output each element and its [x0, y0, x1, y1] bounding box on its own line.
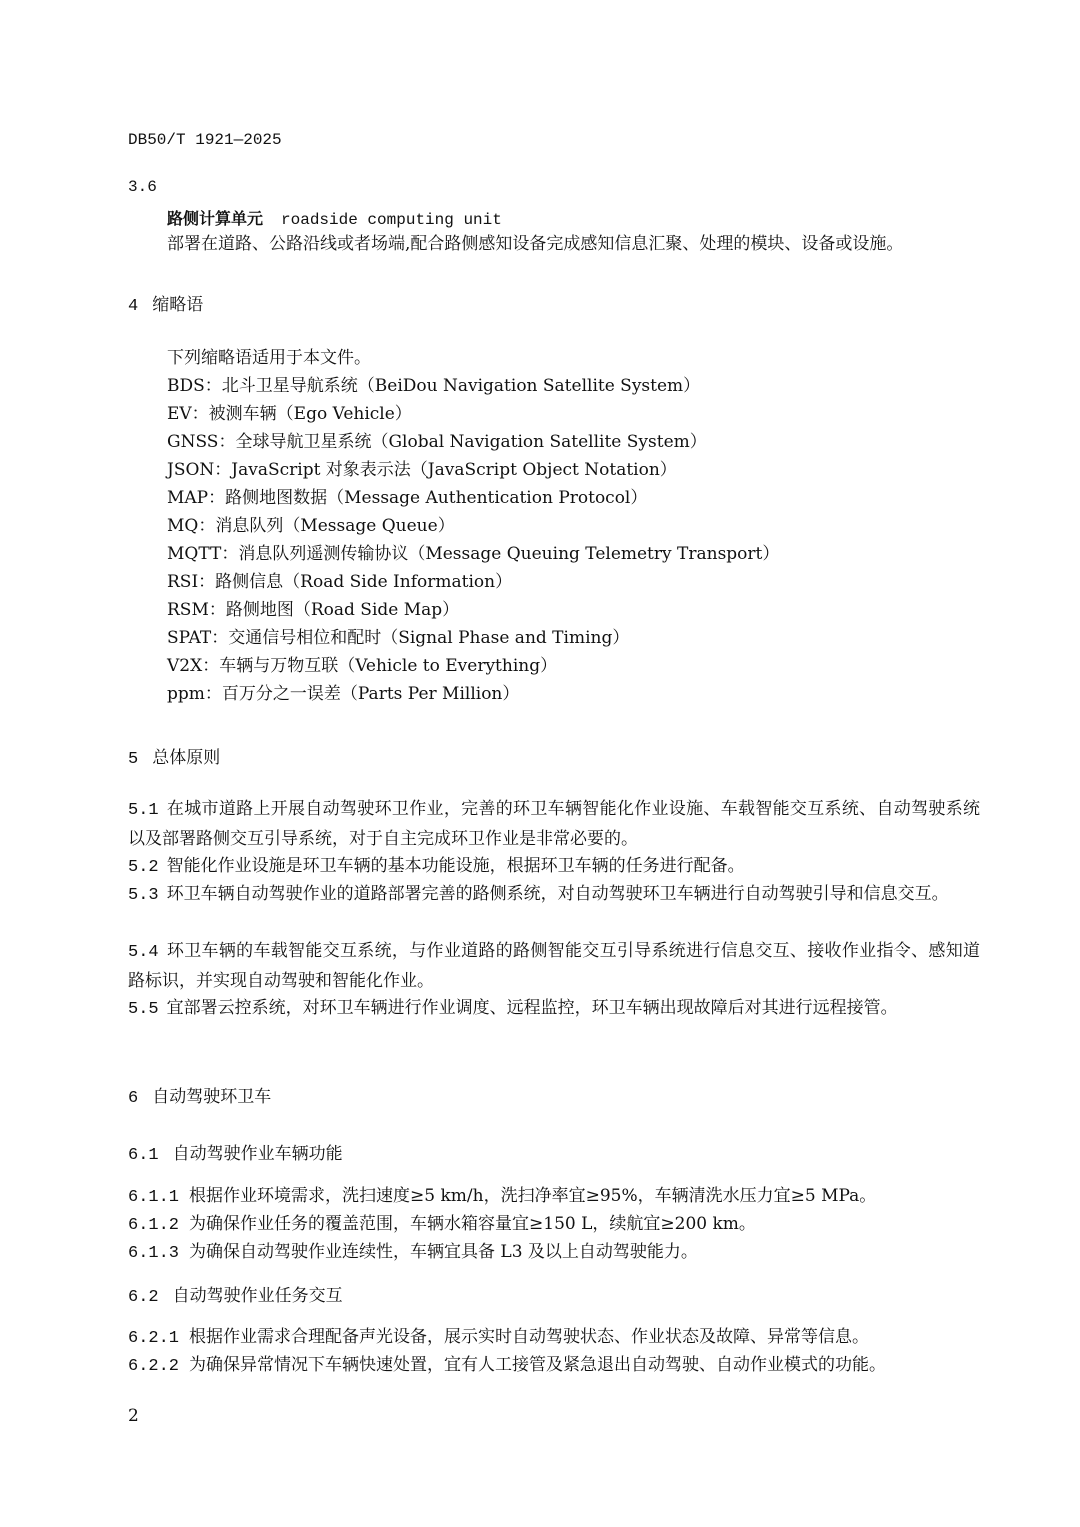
clause-item — [128, 1322, 869, 1348]
section-title: 缩略语 — [152, 295, 204, 315]
abbreviation-item: GNSS：全球导航卫星系统（Global Navigation Satellite System） — [167, 432, 707, 452]
subsection-number: 6.2 — [128, 1288, 159, 1307]
paragraph-text: 宜部署云控系统，对环卫车辆进行作业调度、远程监控，环卫车辆出现故障后对其进行远程接管。 — [166, 998, 898, 1018]
abbreviation-item: ppm：百万分之一误差（Parts Per Million） — [167, 684, 520, 704]
abbreviation-item: V2X：车辆与万物互联（Vehicle to Everything） — [167, 656, 558, 676]
clause-text: 为确保自动驾驶作业连续性，车辆宜具备 L3 及以上自动驾驶能力。 — [189, 1242, 698, 1262]
clause-item — [128, 1181, 876, 1207]
paragraph-number: 5.4 — [128, 943, 159, 962]
abbreviation-item: SPAT：交通信号相位和配时（Signal Phase and Timing） — [167, 628, 630, 648]
clause-number: 6.1.3 — [128, 1244, 180, 1263]
document-code: DB50/T 1921—2025 — [128, 131, 282, 149]
principle-paragraph — [128, 994, 980, 1024]
abbreviation-item: MAP：路侧地图数据（Message Authentication Protocol） — [167, 488, 648, 508]
paragraph-number: 5.2 — [128, 858, 159, 877]
paragraph-number: 5.1 — [128, 801, 159, 820]
abbreviation-item: RSI：路侧信息（Road Side Information） — [167, 572, 513, 592]
clause-number: 3.6 — [128, 178, 157, 196]
subsection-heading-6-1 — [128, 1139, 343, 1165]
subsection-heading-6-2 — [128, 1281, 343, 1307]
clause-number: 6.1.2 — [128, 1216, 180, 1235]
clause-text: 根据作业需求合理配备声光设备，展示实时自动驾驶状态、作业状态及故障、异常等信息。 — [189, 1327, 870, 1347]
paragraph-number: 5.5 — [128, 1000, 159, 1019]
page-number: 2 — [128, 1406, 139, 1426]
principle-paragraph — [128, 937, 980, 995]
clause-number: 6.2.2 — [128, 1357, 180, 1376]
paragraph-text: 环卫车辆的车载智能交互系统，与作业道路的路侧智能交互引导系统进行信息交互、接收作业指令、感知道路标识，并实现自动驾驶和智能化作业。 — [128, 941, 980, 991]
abbreviation-item: MQTT：消息队列遥测传输协议（Message Queuing Telemetry Transport） — [167, 544, 780, 564]
principle-paragraph — [128, 795, 980, 853]
section-title: 总体原则 — [152, 748, 221, 768]
abbreviation-item: EV：被测车辆（Ego Vehicle） — [167, 404, 412, 424]
clause-item — [128, 1209, 756, 1235]
section-number: 6 — [128, 1089, 139, 1108]
paragraph-text: 环卫车辆自动驾驶作业的道路部署完善的路侧系统，对自动驾驶环卫车辆进行自动驾驶引导和信息交互。 — [166, 884, 949, 904]
paragraph-number: 5.3 — [128, 886, 159, 905]
abbreviation-item: RSM：路侧地图（Road Side Map） — [167, 600, 460, 620]
paragraph-text: 在城市道路上开展自动驾驶环卫作业，完善的环卫车辆智能化作业设施、车载智能交互系统、自动驾驶系统以及部署路侧交互引导系统，对于自主完成环卫作业是非常必要的。 — [128, 799, 980, 849]
abbreviation-item: MQ：消息队列（Message Queue） — [167, 516, 455, 536]
term-english: roadside computing unit — [281, 211, 502, 229]
clause-number: 6.1.1 — [128, 1188, 180, 1207]
clause-text: 为确保异常情况下车辆快速处置，宜有人工接管及紧急退出自动驾驶、自动作业模式的功能。 — [189, 1355, 887, 1375]
principle-paragraph — [128, 852, 980, 882]
section-title: 自动驾驶环卫车 — [152, 1087, 272, 1107]
principle-paragraph — [128, 880, 980, 910]
abbreviation-item: JSON：JavaScript 对象表示法（JavaScript Object Notation） — [167, 460, 677, 480]
clause-item — [128, 1237, 698, 1263]
subsection-title: 自动驾驶作业任务交互 — [172, 1286, 343, 1306]
clause-text: 根据作业环境需求，洗扫速度≥5 km/h，洗扫净率宜≥95%，车辆清洗水压力宜≥5 MPa。 — [189, 1186, 877, 1206]
section-number: 5 — [128, 750, 139, 769]
paragraph-text: 智能化作业设施是环卫车辆的基本功能设施，根据环卫车辆的任务进行配备。 — [166, 856, 745, 876]
abbreviation-item: BDS：北斗卫星导航系统（BeiDou Navigation Satellite System） — [167, 376, 701, 396]
term-definition: 部署在道路、公路沿线或者场端,配合路侧感知设备完成感知信息汇聚、处理的模块、设备或设施。 — [167, 234, 904, 254]
subsection-title: 自动驾驶作业车辆功能 — [172, 1144, 343, 1164]
clause-number: 6.2.1 — [128, 1329, 180, 1348]
term-entry — [167, 206, 502, 229]
section-number: 4 — [128, 297, 139, 316]
clause-item — [128, 1350, 886, 1376]
section-heading-4 — [128, 290, 203, 316]
abbreviation-intro: 下列缩略语适用于本文件。 — [167, 348, 371, 368]
term-chinese: 路侧计算单元 — [167, 209, 264, 228]
clause-text: 为确保作业任务的覆盖范围，车辆水箱容量宜≥150 L，续航宜≥200 km。 — [189, 1214, 756, 1234]
subsection-number: 6.1 — [128, 1146, 159, 1165]
abbreviation-list — [167, 372, 779, 708]
section-heading-5 — [128, 743, 220, 769]
section-heading-6 — [128, 1082, 271, 1108]
